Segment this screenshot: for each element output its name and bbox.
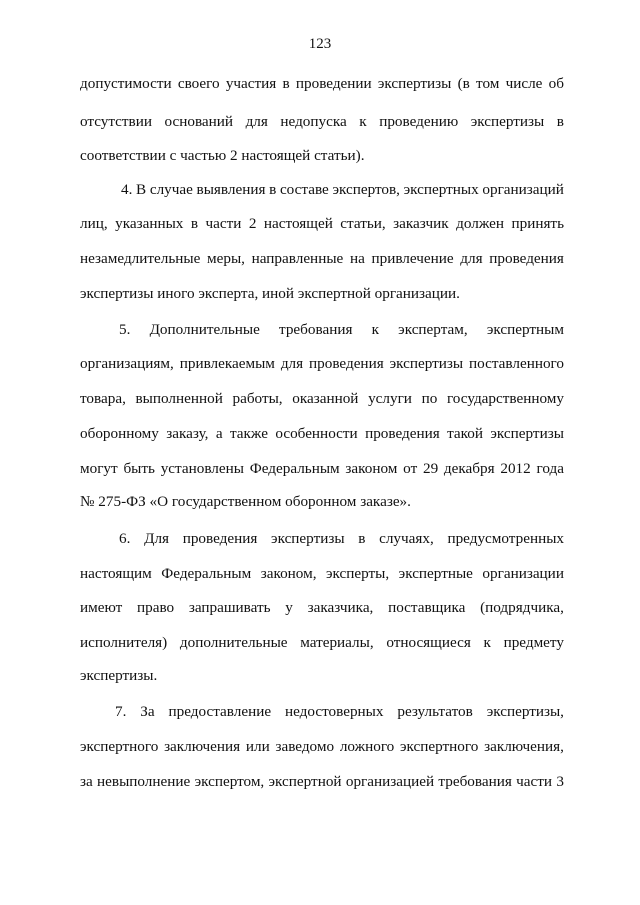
word: заведомо bbox=[275, 738, 335, 755]
word: или bbox=[245, 738, 270, 755]
text-line bbox=[80, 737, 564, 757]
word: числе bbox=[505, 75, 543, 92]
word: части bbox=[205, 215, 242, 232]
word: В bbox=[136, 181, 147, 198]
word: организациям, bbox=[80, 355, 174, 372]
word: заказчика, bbox=[307, 599, 374, 616]
text-line: соответствии с частью 2 настоящей статьи). bbox=[80, 147, 365, 164]
word: оснований bbox=[164, 113, 234, 130]
word: части bbox=[516, 773, 553, 790]
word: к bbox=[359, 113, 367, 130]
word: проведения bbox=[309, 355, 384, 372]
word: 5. bbox=[119, 321, 131, 338]
text-line: экспертизы. bbox=[80, 667, 158, 684]
word: незамедлительные bbox=[80, 250, 201, 267]
word: экспертизы bbox=[470, 113, 545, 130]
word: статьи, bbox=[340, 215, 386, 232]
word: в bbox=[269, 181, 277, 198]
word: поставщика bbox=[388, 599, 466, 616]
word: экспертизы bbox=[377, 75, 452, 92]
word: предоставление bbox=[168, 703, 272, 720]
word: привлекаемым bbox=[179, 355, 275, 372]
word: За bbox=[140, 703, 155, 720]
word: организацией bbox=[345, 773, 435, 790]
word: такой bbox=[447, 425, 484, 442]
word: в bbox=[282, 75, 290, 92]
word: экспертные bbox=[398, 565, 473, 582]
word: экспертной bbox=[268, 773, 342, 790]
word: проведении bbox=[295, 75, 372, 92]
word: экспертом, bbox=[194, 773, 265, 790]
word: 7. bbox=[115, 703, 127, 720]
word: относящиеся bbox=[386, 634, 471, 651]
word: Федеральным bbox=[249, 460, 340, 477]
word: невыполнение bbox=[97, 773, 191, 790]
text-line bbox=[121, 180, 564, 200]
word: проведения bbox=[489, 250, 564, 267]
text-line bbox=[115, 702, 564, 722]
word: заказу, bbox=[166, 425, 209, 442]
word: государственному bbox=[446, 390, 564, 407]
word: организации bbox=[482, 565, 564, 582]
word: оказанной bbox=[292, 390, 359, 407]
word: 6. bbox=[119, 530, 131, 547]
word: случаях, bbox=[379, 530, 434, 547]
word: также bbox=[229, 425, 268, 442]
word: к bbox=[371, 321, 379, 338]
text-line bbox=[80, 633, 564, 653]
text-line bbox=[80, 564, 564, 584]
word: указанных bbox=[115, 215, 184, 232]
word: для bbox=[245, 113, 268, 130]
word: дополнительные bbox=[179, 634, 288, 651]
word: ложного bbox=[339, 738, 395, 755]
word: установлены bbox=[160, 460, 244, 477]
word: исполнителя) bbox=[80, 634, 168, 651]
word: допустимости bbox=[80, 75, 172, 92]
word: предмету bbox=[503, 634, 564, 651]
word: материалы, bbox=[300, 634, 374, 651]
word: законом bbox=[345, 460, 398, 477]
word: предусмотренных bbox=[447, 530, 564, 547]
word: по bbox=[421, 390, 438, 407]
text-line bbox=[80, 459, 564, 479]
word: заказчик bbox=[393, 215, 449, 232]
word: Для bbox=[144, 530, 170, 547]
word: работы, bbox=[232, 390, 283, 407]
word: к bbox=[483, 634, 491, 651]
word: составе bbox=[279, 181, 329, 198]
word: экспертным bbox=[486, 321, 564, 338]
text-line bbox=[80, 74, 564, 94]
word: в bbox=[358, 530, 366, 547]
word: а bbox=[215, 425, 223, 442]
word: участия bbox=[225, 75, 277, 92]
word: настоящим bbox=[80, 565, 152, 582]
word: Дополнительные bbox=[149, 321, 260, 338]
word: своего bbox=[177, 75, 220, 92]
word: (в bbox=[457, 75, 470, 92]
text-line: № 275-ФЗ «О государственном оборонном заказе». bbox=[80, 493, 411, 510]
word: 2 bbox=[248, 215, 257, 232]
word: экспертизы bbox=[271, 530, 345, 547]
word: 2012 bbox=[500, 460, 531, 477]
word: заключения, bbox=[484, 738, 564, 755]
word: экспертизы, bbox=[486, 703, 564, 720]
word: у bbox=[285, 599, 293, 616]
text-line bbox=[80, 249, 564, 269]
word: экспертного bbox=[80, 738, 159, 755]
text-line bbox=[80, 112, 564, 132]
word: заключения bbox=[164, 738, 241, 755]
word: экспертизы bbox=[389, 355, 464, 372]
word: проведению bbox=[379, 113, 459, 130]
word: том bbox=[476, 75, 500, 92]
word: Федеральным bbox=[161, 565, 252, 582]
word: проведения bbox=[365, 425, 440, 442]
word: 3 bbox=[556, 773, 564, 790]
word: организаций bbox=[482, 181, 564, 198]
word: случае bbox=[149, 181, 193, 198]
text-line bbox=[119, 320, 564, 340]
text-line: экспертизы иного эксперта, иной экспертной организации. bbox=[80, 285, 460, 302]
word: лиц, bbox=[80, 215, 108, 232]
word: меры, bbox=[207, 250, 245, 267]
word: экспертного bbox=[400, 738, 479, 755]
word: для bbox=[280, 355, 304, 372]
word: услуги bbox=[368, 390, 412, 407]
word: декабря bbox=[443, 460, 495, 477]
word: должен bbox=[456, 215, 504, 232]
word: поставленного bbox=[469, 355, 564, 372]
word: экспертизы bbox=[490, 425, 564, 442]
word: 4. bbox=[121, 181, 133, 198]
word: законом, bbox=[260, 565, 317, 582]
word: экспертам, bbox=[398, 321, 468, 338]
word: проведения bbox=[182, 530, 258, 547]
word: недостоверных bbox=[284, 703, 384, 720]
word: выполненной bbox=[135, 390, 223, 407]
word: отсутствии bbox=[80, 113, 152, 130]
text-line bbox=[80, 389, 564, 409]
word: имеют bbox=[80, 599, 123, 616]
word: от bbox=[403, 460, 418, 477]
word: на bbox=[349, 250, 365, 267]
word: направленные bbox=[251, 250, 344, 267]
word: за bbox=[80, 773, 93, 790]
word: экспертных bbox=[403, 181, 479, 198]
word: запрашивать bbox=[188, 599, 271, 616]
word: результатов bbox=[397, 703, 473, 720]
word: требования bbox=[438, 773, 512, 790]
word: (подрядчика, bbox=[480, 599, 564, 616]
word: об bbox=[548, 75, 564, 92]
word: оборонному bbox=[80, 425, 159, 442]
word: могут bbox=[80, 460, 118, 477]
word: года bbox=[536, 460, 564, 477]
word: особенности bbox=[275, 425, 358, 442]
word: экспертов, bbox=[332, 181, 400, 198]
text-line bbox=[80, 354, 564, 374]
word: недопуска bbox=[280, 113, 347, 130]
word: в bbox=[556, 113, 564, 130]
text-line bbox=[80, 424, 564, 444]
text-line bbox=[80, 214, 564, 234]
page-number: 123 bbox=[308, 36, 332, 52]
word: 29 bbox=[422, 460, 439, 477]
word: в bbox=[190, 215, 199, 232]
word: требования bbox=[279, 321, 353, 338]
word: принять bbox=[511, 215, 564, 232]
word: эксперты, bbox=[326, 565, 390, 582]
text-line bbox=[80, 598, 564, 618]
word: для bbox=[460, 250, 483, 267]
word: право bbox=[136, 599, 175, 616]
word: настоящей bbox=[263, 215, 333, 232]
text-line bbox=[80, 772, 564, 792]
word: выявления bbox=[196, 181, 266, 198]
word: привлечение bbox=[371, 250, 454, 267]
word: быть bbox=[123, 460, 155, 477]
word: товара, bbox=[80, 390, 126, 407]
text-line bbox=[119, 529, 564, 549]
